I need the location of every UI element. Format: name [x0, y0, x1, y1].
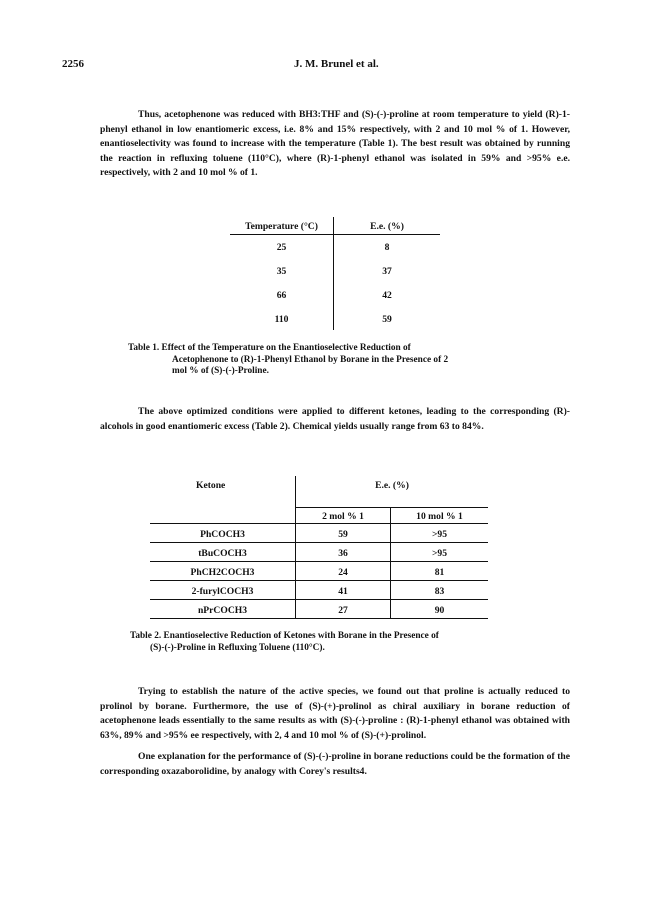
paragraph-2-text: The above optimized conditions were applied to different ketones, leading to the corresponding (R)-alcohols in good enantiomeric excess (Table 2). Chemical yields usually range from 63 to 84%.	[100, 406, 570, 432]
table-2-ketone: tBuCOCH3	[198, 548, 247, 559]
table-1-caption-line1: Effect of the Temperature on the Enantioselective Reduction of	[161, 343, 411, 353]
table-1-header-ee: E.e. (%)	[370, 221, 404, 232]
table-2-cell: 59	[338, 529, 348, 540]
table-2-row-rule	[150, 580, 488, 581]
table-2-caption-line2: (S)-(-)-Proline in Refluxing Toluene (110°C).	[150, 642, 325, 653]
table-1-header-temperature: Temperature (°C)	[245, 221, 318, 232]
paragraph-3-text: Trying to establish the nature of the active species, we found out that proline is actually reduced to prolinol by borane. Furthermore, the use of (S)-(+)-prolinol as chiral auxiliary in borane reduction of acetophenone leads essentially to the same results as with (S)-(-)-proline : (R)-1-phenyl ethanol was obtained with 63%, 89% and >95% ee respectively, with 2, 4 and 10 mol % of (S)-(+)-prolinol.	[100, 686, 570, 741]
table-2-cell: 36	[338, 548, 348, 559]
table-1-cell: 37	[382, 266, 392, 277]
table-2-row-rule	[150, 561, 488, 562]
table-2-header-rule	[150, 523, 488, 524]
table-2-ketone: PhCOCH3	[200, 529, 245, 540]
table-1-header-rule	[230, 234, 440, 235]
table-1-caption-label: Table 1.	[128, 343, 160, 353]
paragraph-2	[100, 405, 570, 434]
table-2-header-ketone: Ketone	[196, 480, 226, 491]
table-2-cell: 27	[338, 605, 348, 616]
table-2-subheader-10mol: 10 mol % 1	[416, 511, 463, 522]
table-2-ketone: PhCH2COCH3	[190, 567, 255, 578]
running-head-author: J. M. Brunel et al.	[294, 58, 379, 70]
paragraph-1	[100, 108, 570, 181]
table-2-subheader-top-rule	[296, 507, 488, 508]
table-1-cell: 35	[276, 266, 287, 277]
table-1-cell: 66	[276, 290, 287, 301]
table-1-caption	[128, 343, 518, 378]
table-2-cell: 41	[338, 586, 348, 597]
table-2-cell: >95	[431, 529, 448, 540]
table-2-row-rule	[150, 542, 488, 543]
table-1-caption-line3: mol % of (S)-(-)-Proline.	[172, 366, 269, 376]
table-2-caption	[130, 631, 520, 654]
table-2-cell: 81	[434, 567, 445, 578]
table-1-cell: 42	[382, 290, 392, 301]
table-2-cell: 24	[338, 567, 348, 578]
page-number: 2256	[62, 58, 84, 70]
table-2-subheader-2mol: 2 mol % 1	[322, 511, 364, 522]
paragraph-1-text: Thus, acetophenone was reduced with BH3:THF and (S)-(-)-proline at room temperature to yield (R)-1-phenyl ethanol in low enantiomeric excess, i.e. 8% and 15% respectively, with 2 and 10 mol % of 1. However, enantioselectivity was found to increase with the temperature (Table 1). The best result was obtained by running the reaction in refluxing toluene (110°C), where (R)-1-phenyl ethanol was isolated in 59% and >95% e.e. respectively, with 2 and 10 mol % of 1.	[100, 109, 570, 179]
table-2-ketone: 2-furylCOCH3	[191, 586, 254, 597]
table-2-header-ee: E.e. (%)	[375, 480, 409, 491]
table-2-caption-line1: Enantioselective Reduction of Ketones with Borane in the Presence of	[163, 631, 439, 641]
table-1-cell: 25	[276, 242, 287, 253]
table-2-ketone: nPrCOCH3	[197, 605, 248, 616]
paragraph-4-text: One explanation for the performance of (S)-(-)-proline in borane reductions could be the formation of the corresponding oxazaborolidine, by analogy with Corey's results4.	[100, 751, 570, 777]
paragraph-4	[100, 750, 570, 779]
table-2-cell: 83	[434, 586, 445, 597]
table-1-cell: 110	[274, 314, 289, 325]
table-2-caption-label: Table 2.	[130, 631, 162, 641]
table-2-bottom-rule	[150, 618, 488, 619]
table-2-cell: 90	[434, 605, 445, 616]
table-2-cell: >95	[431, 548, 448, 559]
table-1-cell: 8	[384, 242, 390, 253]
table-1-caption-line2: Acetophenone to (R)-1-Phenyl Ethanol by Borane in the Presence of 2	[172, 354, 449, 365]
table-2-row-rule	[150, 599, 488, 600]
paragraph-3	[100, 685, 570, 743]
table-1-cell: 59	[382, 314, 392, 325]
